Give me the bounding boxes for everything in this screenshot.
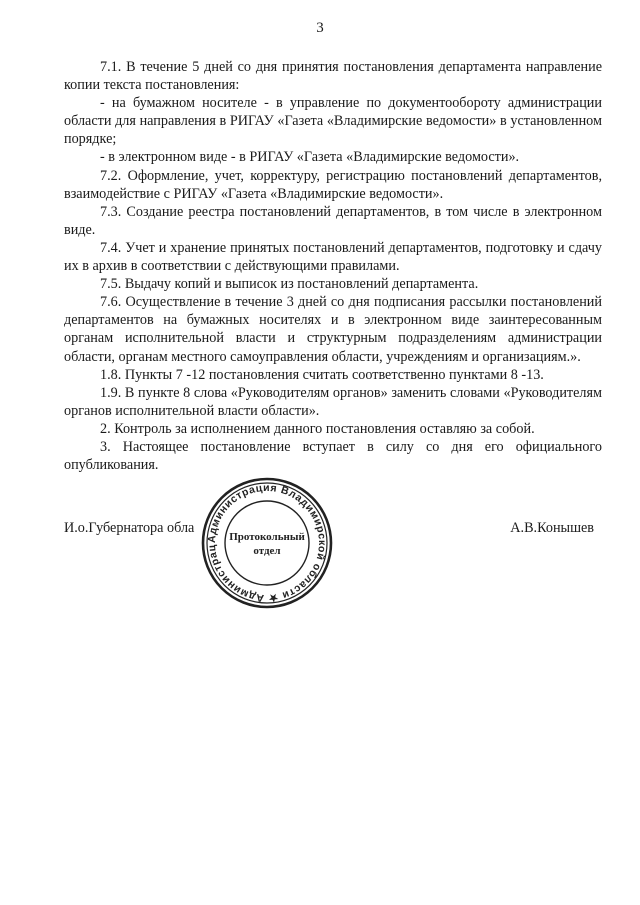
paragraph-7-3: 7.3. Создание реестра постановлений департаментов, в том числе в электронном виде. — [64, 203, 602, 238]
paragraph-7-6: 7.6. Осуществление в течение 3 дней со дня подписания рассылки постановлений департаментов на бумажных носителях и в электронном виде заинтересованным органам исполнительной власти и структурным подразделениям администрации области, органам местного самоуправления области, учреждениям и организациям.». — [64, 294, 602, 365]
paragraph-1-8: 1.8. Пункты 7 -12 постановления считать соответственно пунктами 8 -13. — [100, 366, 544, 383]
signatory-title: И.о.Губернатора обла — [64, 520, 195, 536]
paragraph-7-1: 7.1. В течение 5 дней со дня принятия постановления департамента направление копии текста постановления: — [64, 59, 602, 94]
paragraph-7-4: 7.4. Учет и хранение принятых постановлений департаментов, подготовку и сдачу их в архив в соответствии с действующими правилами. — [64, 239, 602, 275]
paragraph-electronic-copy: - в электронном виде - в РИГАУ «Газета «Владимирские ведомости». — [100, 149, 520, 166]
paragraph-2: 2. Контроль за исполнением данного постановления оставляю за собой. — [100, 420, 535, 437]
paragraph-1-9: 1.9. В пункте 8 слова «Руководителям органов» заменить словами «Руководителям органов исполнительной власти области». — [64, 384, 602, 419]
signatory-name: А.В.Конышев — [510, 520, 594, 536]
stamp-center-line2: отдел — [253, 545, 281, 557]
stamp-center-line1: Протокольный — [229, 531, 305, 543]
page-number: 3 — [316, 20, 324, 36]
paragraph-7-5: 7.5. Выдачу копий и выписок из постановлений департамента. — [100, 276, 479, 293]
stamp-ring-text: Администрация Владимирской области ★ Администрац — [205, 481, 329, 605]
paragraph-paper-copy: - на бумажном носителе - в управление по документообороту администрации области для направления в РИГАУ «Газета «Владимирские ведомости» в установленном порядке; — [64, 95, 602, 148]
document-body — [64, 58, 602, 474]
paragraph-3: 3. Настоящее постановление вступает в силу со дня его официального опубликования. — [64, 438, 602, 474]
official-stamp — [200, 476, 334, 610]
stamp-seal-icon — [200, 476, 334, 610]
paragraph-7-2: 7.2. Оформление, учет, корректуру, регистрацию постановлений департаментов, взаимодействие с РИГАУ «Газета «Владимирские ведомости». — [64, 167, 602, 202]
